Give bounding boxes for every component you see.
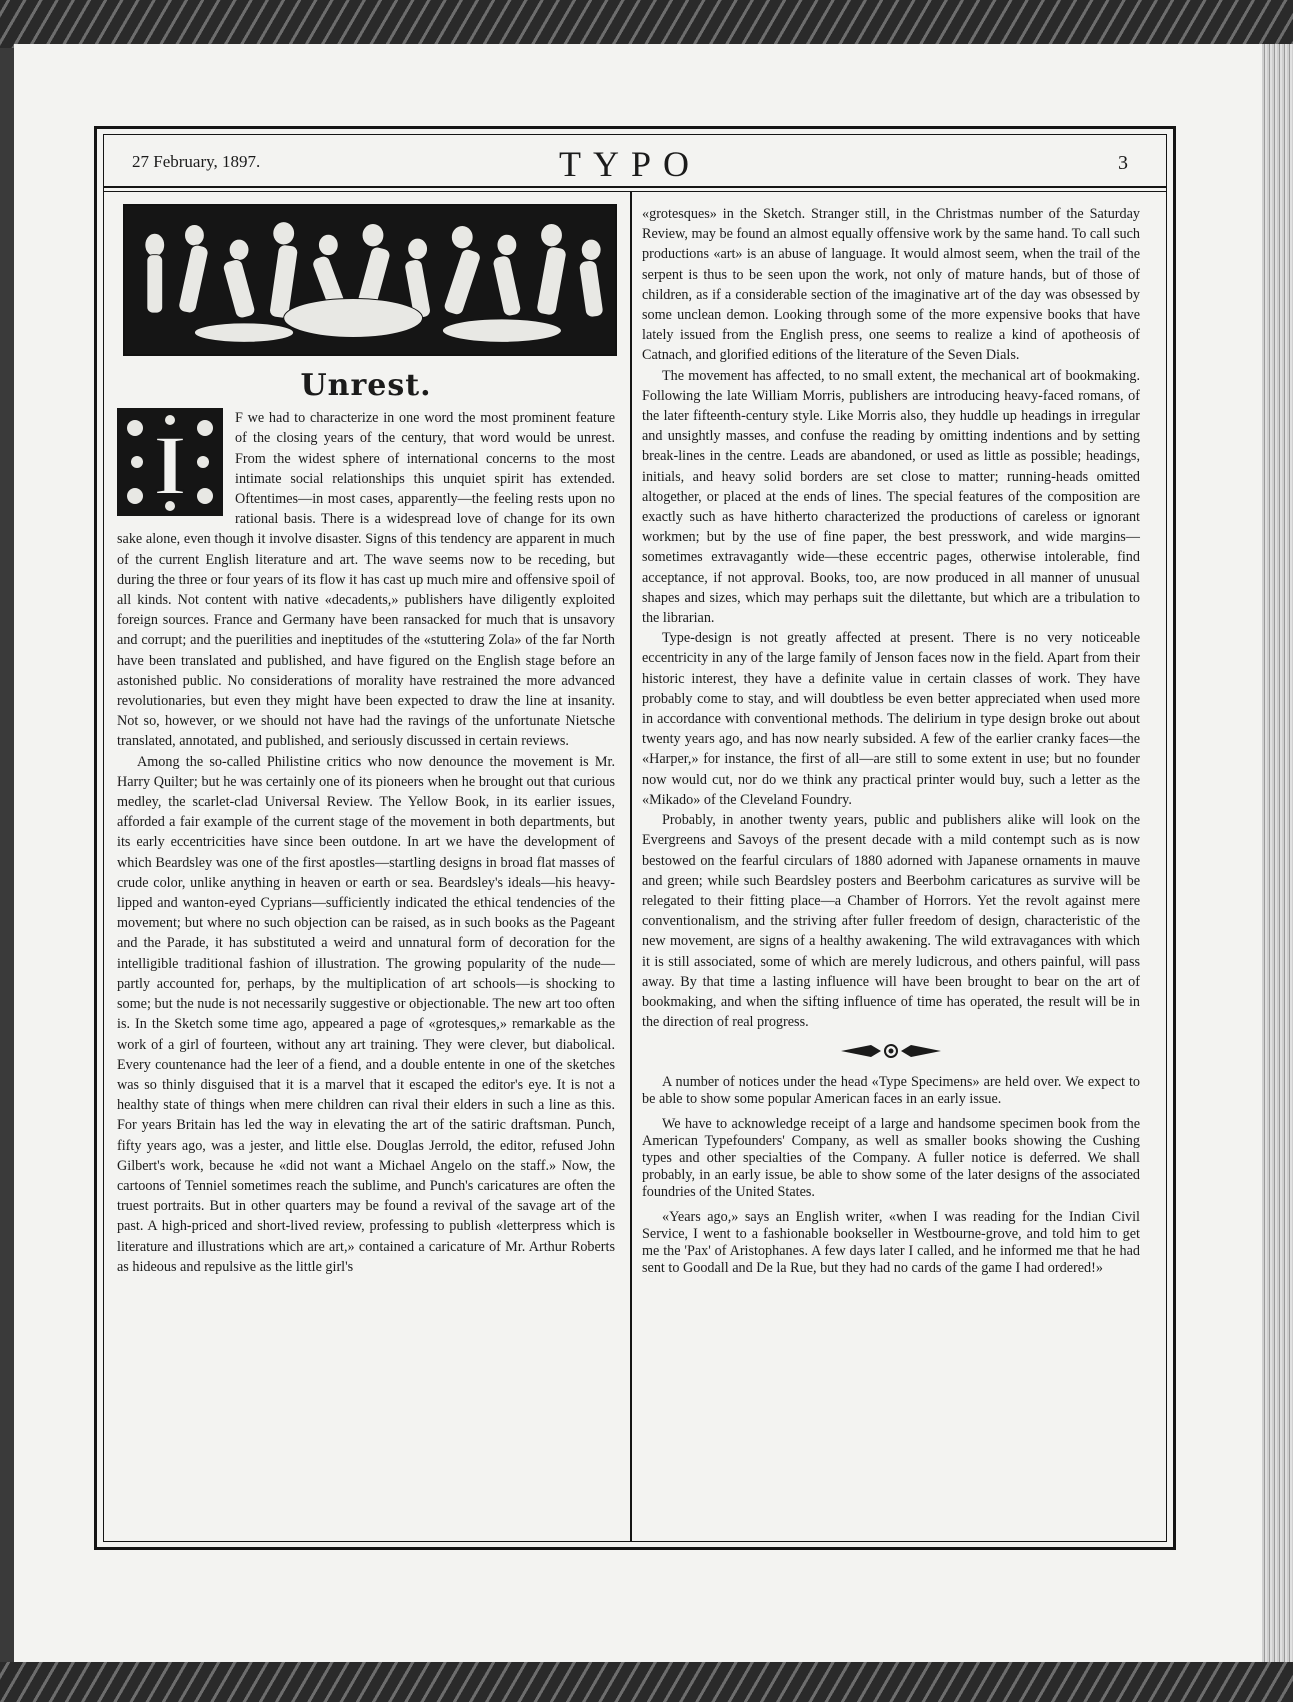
header-rule [103, 186, 1167, 188]
article-title: Unrest. [300, 368, 432, 403]
page-edges [1262, 44, 1293, 1664]
right-column [642, 204, 1140, 1285]
drop-cap-initial [117, 408, 223, 516]
header-rule-thin [103, 191, 1167, 192]
drop-cap-letter: I [153, 417, 187, 514]
left-column [117, 200, 615, 1277]
issue-date: 27 February, 1897. [132, 152, 261, 171]
column-rule [630, 192, 632, 1542]
notice-anecdote: «Years ago,» says an English writer, «when I was reading for the Indian Civil Service, I went to a fashionable bookseller in Westbourne-grove, and told him to get me the 'Pax' of Aristophanes. A few days later I called, and he informed me that he had sent to Goodall and De la Rue, but they had no cards of the game I had ordered!» [642, 1209, 1140, 1277]
paragraph-4: Type-design is not greatly affected at present. There is no very noticeable eccentricity in any of the large family of Jenson faces now in the field. Apart from their historic interest, they have a definite value in certain classes of work. They have probably come to stay, and will doubtless be even better appreciated when used more in accordance with conventional methods. The delirium in type design broke out about twenty years ago, and has now nearly subsided. A few of the earlier cranky faces—the «Harper,» for instance, the first of all—are still to some extent in use; but no founder now would cut, nor do we think any practical printer would buy, such a letter as the «Mikado» of the Cleveland Foundry. [642, 630, 1140, 808]
book-binding-bottom [0, 1662, 1293, 1702]
notices-section [642, 1074, 1140, 1277]
page-number: 3 [1118, 152, 1128, 174]
masthead-title: TYPO [558, 144, 701, 184]
section-ornament [642, 1042, 1140, 1060]
header-illustration [123, 204, 617, 356]
paragraph-2: Among the so-called Philistine critics who now denounce the movement is Mr. Harry Quilter; but he was certainly one of its pioneers when he brought out that curious medley, the scarlet-clad Universal Review. The Yellow Book, in its earlier issues, afforded a fair example of the current stage of the movement in both departments, but its early eccentricities have since been outdone. In art we have the development of which Beardsley was one of the first apostles—startling designs in broad flat masses of crude color, unlike anything in heaven or earth or sea. Beardsley's ideals—his heavy-lipped and wanton-eyed Cyprians—sufficiently indicated the ethical tendencies of the movement; but where no such objection can be raised, as in such books as the Pageant and the Parade, it has substituted a weird and unnatural form of decoration for the intelligible traditional fashion of illustration. The growing popularity of the nude—partly accounted for, perhaps, by the multiplication of art schools—is shocking to some; but the nude is not necessarily suggestive or objectionable. The new art too often is. In the Sketch some time ago, appeared a page of «grotesques,» remarkable as the work of a girl of fourteen, without any art training. They were clever, but diabolical. Every countenance had the leer of a fiend, and a double entente in one of the sketches was so thinly disguised that it is a marvel that it escaped the editor's eye. It is not a healthy state of things when mere children can rival their elders in such a line as this. For years Britain has led the way in elevating the art of the satiric draftsman. Punch, fifty years ago, was a jester, and little else. Douglas Jerrold, the editor, refused John Gilbert's work, because he «did not want a Michael Angelo on the staff.» Now, the cartoons of Tenniel sometimes reach the sublime, and Punch's caricatures are often the truest portraits. But in other quarters may be found a revival of the savage art of the past. A high-priced and short-lived review, professing to publish «letterpress which is literature and illustrations which are art,» contained a caricature of Mr. Arthur Roberts as hideous and repulsive as the little girl's [117, 753, 615, 1275]
book-binding-top [0, 0, 1293, 48]
notice-specimen-book: We have to acknowledge receipt of a large and handsome specimen book from the American Typefounders' Company, as well as smaller books showing the Cushing types and other specialties of the Company. A fuller notice is deferred. We shall probably, in an early issue, be able to show some of the later designs of the associated foundries of the United States. [642, 1116, 1140, 1201]
lead-text: F we had to characterize in one word the most prominent feature of the closing years of the century, that word would be unrest. From the widest sphere of international concerns to the most intimate social relationships this unquiet spirit has extended. Oftentimes—in most cases, apparently—the feeling rests upon no rational basis. There is a widespread love of change for its own sake alone, even though it involve disaster. Signs of this tendency are apparent in much of the current English literature and art. The wave seems now to be receding, but during the three or four years of its flow it has cast up much mire and offensive spoil of all kinds. Not content with native «decadents,» publishers have diligently exploited foreign sources. France and Germany have been ransacked for much that is unsavory and corrupt; and the puerilities and ineptitudes of the «stuttering Zola» of the far North have been translated and published, and have figured on the English stage before an astonished public. No considerations of morality have restrained the more advanced revolutionaries, but even they might have been expected to draw the line at insanity. Not so, however, or we should not have had the ravings of the unfortunate Nietsche translated, annotated, and published, and seriously discussed in certain reviews. [117, 410, 615, 750]
lead-paragraph [117, 408, 615, 751]
paragraph-5: Probably, in another twenty years, public and publishers alike will look on the Evergreens and Savoys of the present decade with a mild contempt such as is now bestowed on the fearful circulars of 1880 adorned with Japanese ornaments in mauve and green; while such Beardsley posters and Beerbohm caricatures as survive will be relegated to their fitting place—a Chamber of Horrors. Yet the revolt against mere conventionalism, and the striving after fuller freedom of design, characteristic of the new movement, are signs of a healthy awakening. The wild extravagances with which it is still associated, some of which are merely ludicrous, and others painful, will pass away. By that time a lasting influence will have been brought to bear on the art of bookmaking, and when the sifting influence of time has operated, the result will be in the direction of real progress. [642, 812, 1140, 1031]
paragraph-2-continued: «grotesques» in the Sketch. Stranger still, in the Christmas number of the Saturday Review, may be found an almost equally offensive work by the same hand. To call such productions «art» is an abuse of language. It would almost seem, when the trail of the serpent is thus to be seen upon the work, not only of mature hands, but of those of children, as if a considerable section of the imaginative art of the day was obsessed by some unclean demon. Looking through some of the more expensive books that have lately issued from the English press, one seems to realize a kind of apotheosis of Catnach, and glorified editions of the literature of the Seven Dials. [642, 206, 1140, 364]
paragraph-3: The movement has affected, to no small extent, the mechanical art of bookmaking. Following the late William Morris, publishers are introducing heavy-faced romans, of the later fifteenth-century style. Like Morris also, they huddle up headings in irregular and unsightly masses, and confuse the reading by omitting indentions and by setting break-lines in the centre. Leads are abandoned, or used as little as possible; headings, initials, and heavy solid borders are set close to matter; running-heads omitted altogether, or placed at the ends of lines. The special features of the composition are exactly such as have hitherto characterized the productions of careless or ignorant workmen; but by the use of fine paper, the best presswork, and wide margins—sometimes extravagantly wide—these eccentric pages, otherwise intolerable, find acceptance, if not approval. Books, too, are now produced in all manner of unusual shapes and sizes, which may perhaps suit the dilettante, but which are a tribulation to the librarian. [642, 367, 1140, 627]
notice-type-specimens: A number of notices under the head «Type Specimens» are held over. We expect to be able to show some popular American faces in an early issue. [642, 1074, 1140, 1108]
